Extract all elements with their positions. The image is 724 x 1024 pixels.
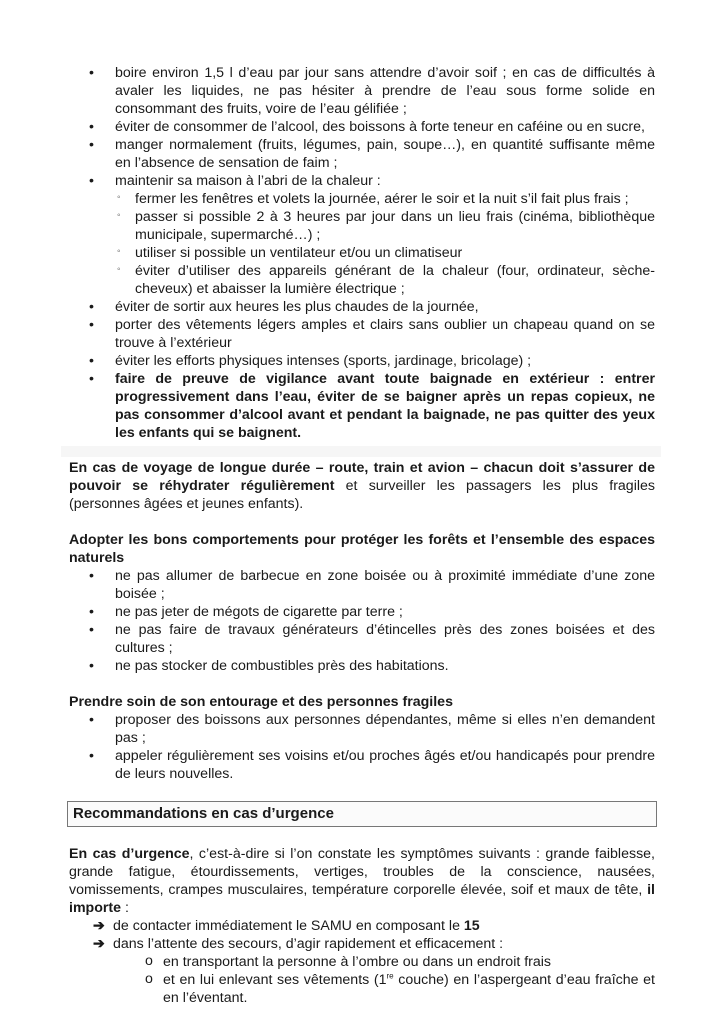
bullet-icon: • bbox=[89, 65, 94, 81]
section-title-box bbox=[67, 801, 657, 827]
list-item: • ne pas jeter de mégots de cigarette par terre ; bbox=[89, 604, 403, 620]
arrow-right-icon: ➔ bbox=[93, 918, 105, 934]
emergency-intro: En cas d’urgence, c’est-à-dire si l’on constate les symptômes suivants : grande faiblesse, grande fatigue, étourdissements, vertiges, troubles de la conscience, nausées, vomissements, crampes musculaires, température corporelle élevée, soif et maux de tête, il importe : bbox=[69, 846, 655, 916]
care-list bbox=[69, 711, 655, 783]
forests-list bbox=[69, 567, 655, 675]
bullet-icon: • bbox=[89, 353, 94, 369]
list-item: • éviter de sortir aux heures les plus chaudes de la journée, bbox=[89, 299, 479, 315]
care-heading: Prendre soin de son entourage et des personnes fragiles bbox=[69, 694, 453, 710]
bullet-icon: • bbox=[89, 299, 94, 315]
section-title: Recommandations en cas d’urgence bbox=[73, 805, 334, 822]
list-item: • ne pas faire de travaux générateurs d’étincelles près des zones boisées et des cultures ; bbox=[89, 622, 655, 656]
circle-bullet-icon: ◦ bbox=[117, 192, 121, 203]
forests-heading: Adopter les bons comportements pour protéger les forêts et l’ensemble des espaces naturels bbox=[69, 532, 655, 566]
sublist-item: ◦ passer si possible 2 à 3 heures par jour dans un lieu frais (cinéma, bibliothèque municipale, supermarché…) ; bbox=[117, 209, 655, 243]
circle-bullet-icon: o bbox=[145, 953, 153, 969]
circle-bullet-icon: o bbox=[145, 971, 153, 987]
list-item: • ne pas stocker de combustibles près des habitations. bbox=[89, 658, 449, 674]
separator-band bbox=[61, 446, 661, 457]
sublist-item: o et en lui enlevant ses vêtements (1re couche) en l’aspergeant d’eau fraîche et en l’éventant. bbox=[145, 971, 655, 1006]
bullet-icon: • bbox=[89, 712, 94, 728]
document-page bbox=[69, 64, 655, 1007]
sublist-item: ◦ utiliser si possible un ventilateur et/ou un climatiseur bbox=[117, 245, 463, 261]
sublist-item: o en transportant la personne à l’ombre ou dans un endroit frais bbox=[145, 953, 552, 970]
circle-bullet-icon: ◦ bbox=[117, 246, 121, 257]
list-item: • ne pas allumer de barbecue en zone boisée ou à proximité immédiate d’une zone boisée ; bbox=[89, 568, 655, 602]
bullet-icon: • bbox=[89, 137, 94, 153]
action-item: ➔ de contacter immédiatement le SAMU en composant le 15 bbox=[93, 918, 480, 934]
list-item: • éviter de consommer de l’alcool, des boissons à forte teneur en caféine ou en sucre, bbox=[89, 119, 645, 135]
house-advice-sublist bbox=[115, 190, 655, 298]
list-item: • maintenir sa maison à l’abri de la chaleur : ◦ fermer les fenêtres et volets la journée, aérer le soir et la nuit s’il fait plus frais ; ◦ passer si possible 2 à 3 heures par jour dans un lieu frais (cinéma, bibliothèque municipale, supermarché…) ; ◦ utiliser si possible un ventilateur et/ou un climatiseur ◦ éviter d’utiliser des appareils générant de la chaleur (four, ordinateur, sèche-cheveux) et abaisser la lumière électrique ; bbox=[89, 173, 655, 297]
bullet-icon: • bbox=[89, 604, 94, 620]
sublist-item: ◦ éviter d’utiliser des appareils générant de la chaleur (four, ordinateur, sèche-cheveux) et abaisser la lumière électrique ; bbox=[117, 263, 655, 297]
travel-paragraph: En cas de voyage de longue durée – route, train et avion – chacun doit s’assurer de pouvoir se réhydrater régulièrement et surveiller les passagers les plus fragiles (personnes âgées et jeunes enfants). bbox=[69, 460, 655, 512]
bullet-icon: • bbox=[89, 658, 94, 674]
heat-advice-list bbox=[69, 64, 655, 442]
bullet-icon: • bbox=[89, 622, 94, 638]
list-item: • boire environ 1,5 l d’eau par jour sans attendre d’avoir soif ; en cas de difficultés à avaler les liquides, ne pas hésiter à prendre de l’eau sous forme solide en consommant des fruits, voire de l’eau gélifiée ; bbox=[89, 65, 655, 117]
bullet-icon: • bbox=[89, 748, 94, 764]
bullet-icon: • bbox=[89, 317, 94, 333]
sublist-item: ◦ fermer les fenêtres et volets la journée, aérer le soir et la nuit s’il fait plus frais ; bbox=[117, 191, 629, 207]
list-item-bold: • faire de preuve de vigilance avant toute baignade en extérieur : entrer progressivement dans l’eau, éviter de se baigner après un repas copieux, ne pas consommer d’alcool avant et pendant la baignade, ne pas quitter des yeux les enfants qui se baignent. bbox=[89, 371, 655, 441]
bullet-icon: • bbox=[89, 568, 94, 584]
bullet-icon: • bbox=[89, 371, 94, 387]
bullet-icon: • bbox=[89, 119, 94, 135]
list-item: • porter des vêtements légers amples et clairs sans oublier un chapeau quand on se trouve à l’extérieur bbox=[89, 317, 655, 351]
samu-number: 15 bbox=[463, 918, 480, 934]
action-item: ➔ dans l’attente des secours, d’agir rapidement et efficacement : bbox=[93, 936, 504, 952]
emergency-actions-list bbox=[69, 917, 655, 953]
list-item: • éviter les efforts physiques intenses (sports, jardinage, bricolage) ; bbox=[89, 353, 532, 369]
circle-bullet-icon: ◦ bbox=[117, 210, 121, 221]
bullet-icon: • bbox=[89, 173, 94, 189]
list-item: • manger normalement (fruits, légumes, pain, soupe…), en quantité suffisante même en l’absence de sensation de faim ; bbox=[89, 137, 655, 171]
first-aid-sublist bbox=[138, 953, 655, 1007]
circle-bullet-icon: ◦ bbox=[117, 264, 121, 275]
arrow-right-icon: ➔ bbox=[93, 936, 105, 952]
list-item: • proposer des boissons aux personnes dépendantes, même si elles n’en demandent pas ; bbox=[89, 712, 655, 746]
list-item: • appeler régulièrement ses voisins et/ou proches âgés et/ou handicapés pour prendre de leurs nouvelles. bbox=[89, 748, 655, 782]
